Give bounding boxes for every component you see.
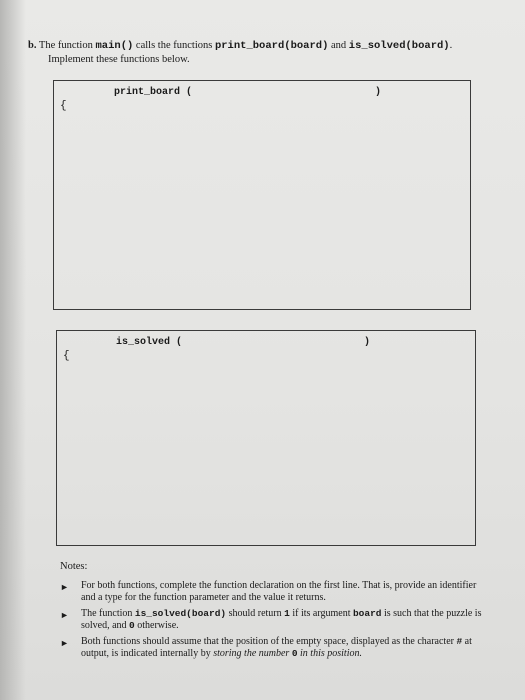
print-board-signature: print_board ( [114, 87, 193, 98]
note-1-text: For both functions, complete the function declaration on the first line. That is, provide an identifier and a type for the function parameter and the value it returns. [81, 579, 477, 603]
note-2-code-board: board [352, 607, 382, 619]
note-3-code-zero: 0 [291, 648, 298, 659]
question-text-d: . [449, 40, 453, 51]
print-board-code: print_board(board) [214, 40, 329, 52]
print-board-answer-box[interactable] [53, 80, 471, 310]
bullet-arrow-icon: ► [60, 609, 69, 620]
note-2-text-b: should return [226, 607, 285, 619]
note-2-code-zero: 0 [129, 620, 135, 631]
is-solved-answer-box[interactable] [56, 330, 476, 546]
note-3-text-b: at output, is indicated internally by [81, 635, 472, 659]
note-item-1 [60, 580, 485, 605]
note-2-code-is-solved: is_solved(board) [134, 607, 227, 619]
note-item-3 [60, 636, 485, 661]
is-solved-open-brace: { [63, 350, 70, 362]
note-3-italic-a: storing the number [213, 648, 292, 659]
note-3-text-a: Both functions should assume that the position of the empty space, displayed as the character [81, 635, 457, 647]
question-letter: b. [28, 40, 37, 51]
note-2-text-c: if its argument [289, 607, 353, 619]
print-board-close-paren: ) [375, 87, 382, 98]
question-line-2: Implement these functions below. [48, 54, 190, 65]
bullet-arrow-icon: ► [60, 581, 69, 592]
is-solved-signature: is_solved ( [116, 337, 183, 348]
note-2-text-e: otherwise. [134, 620, 179, 631]
is-solved-code: is_solved(board) [348, 40, 450, 52]
question-text-a: The function [38, 40, 96, 51]
is-solved-close-paren: ) [364, 337, 371, 348]
note-2-text-d: is such that the puzzle is solved, and [81, 607, 482, 631]
notes-title: Notes: [60, 561, 88, 572]
note-item-2 [60, 608, 485, 633]
note-3-code-hash: # [456, 635, 463, 647]
question-b [28, 39, 508, 67]
notes-section [60, 561, 485, 664]
print-board-open-brace: { [60, 100, 67, 112]
note-2-text-a: The function [81, 607, 135, 619]
note-2-code-one: 1 [284, 607, 290, 619]
note-3-italic-b: in this position. [297, 648, 362, 659]
bullet-arrow-icon: ► [60, 637, 69, 648]
question-text-c: and [328, 40, 349, 51]
main-function-code: main() [95, 40, 134, 52]
question-line-1 [28, 39, 508, 53]
page-shadow [0, 0, 26, 700]
question-text-b: calls the functions [133, 40, 215, 51]
